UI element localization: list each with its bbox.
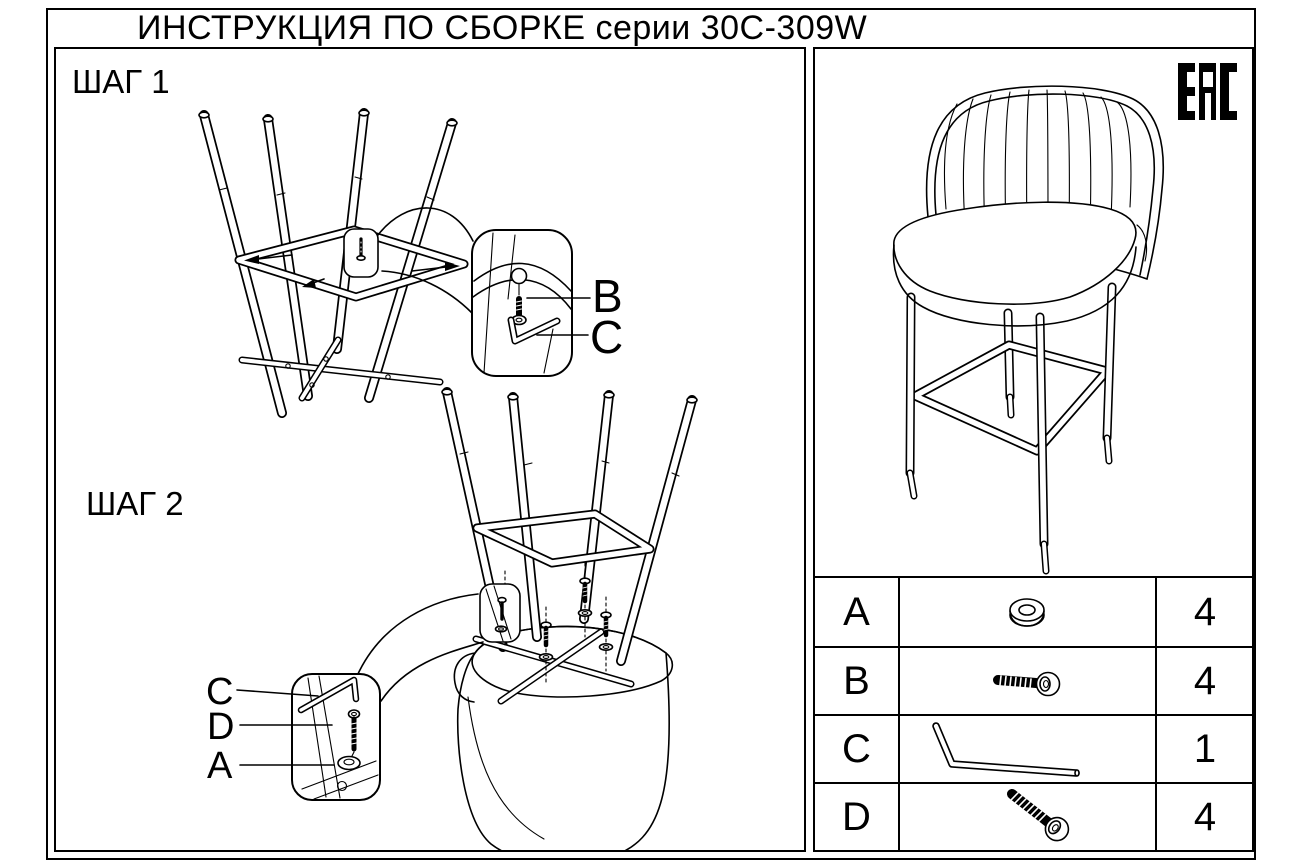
page-title: ИНСТРУКЦИЯ ПО СБОРКЕ серии 30C-309W (137, 9, 868, 47)
part-letter: A (815, 578, 900, 646)
table-row (815, 646, 1253, 714)
assembly-steps-drawing (56, 49, 804, 850)
washer-icon (338, 757, 360, 770)
bar-stool-drawing (815, 49, 1252, 582)
callout-label-d: D (207, 706, 235, 748)
part-qty: 1 (1155, 716, 1253, 782)
step2-detail-callout (237, 674, 380, 800)
table-row (815, 714, 1253, 782)
part-qty: 4 (1155, 784, 1253, 850)
product-panel (813, 47, 1254, 852)
step-2-label: ШАГ 2 (86, 485, 184, 522)
parts-table (815, 576, 1252, 850)
table-row (815, 578, 1253, 646)
steps-panel (54, 47, 806, 852)
callout-label-c2: C (206, 671, 234, 713)
step1-detail-callout (472, 230, 590, 376)
callout-label-c: C (590, 311, 624, 363)
step2-assembly (442, 389, 697, 850)
allen-key-icon (900, 716, 1155, 782)
table-row (815, 782, 1253, 850)
washer-icon (900, 578, 1155, 646)
part-letter: B (815, 648, 900, 714)
part-letter: D (815, 784, 900, 850)
part-qty: 4 (1155, 578, 1253, 646)
part-qty: 4 (1155, 648, 1253, 714)
screw-long-icon (900, 784, 1155, 850)
step-1-label: ШАГ 1 (72, 63, 170, 100)
step1-leg-frame (199, 110, 464, 413)
callout2-leader-curve (357, 594, 478, 676)
screw-short-icon (900, 648, 1155, 714)
callout-label-a: A (207, 745, 233, 787)
callout-label-b: B (592, 270, 623, 322)
part-letter: C (815, 716, 900, 782)
